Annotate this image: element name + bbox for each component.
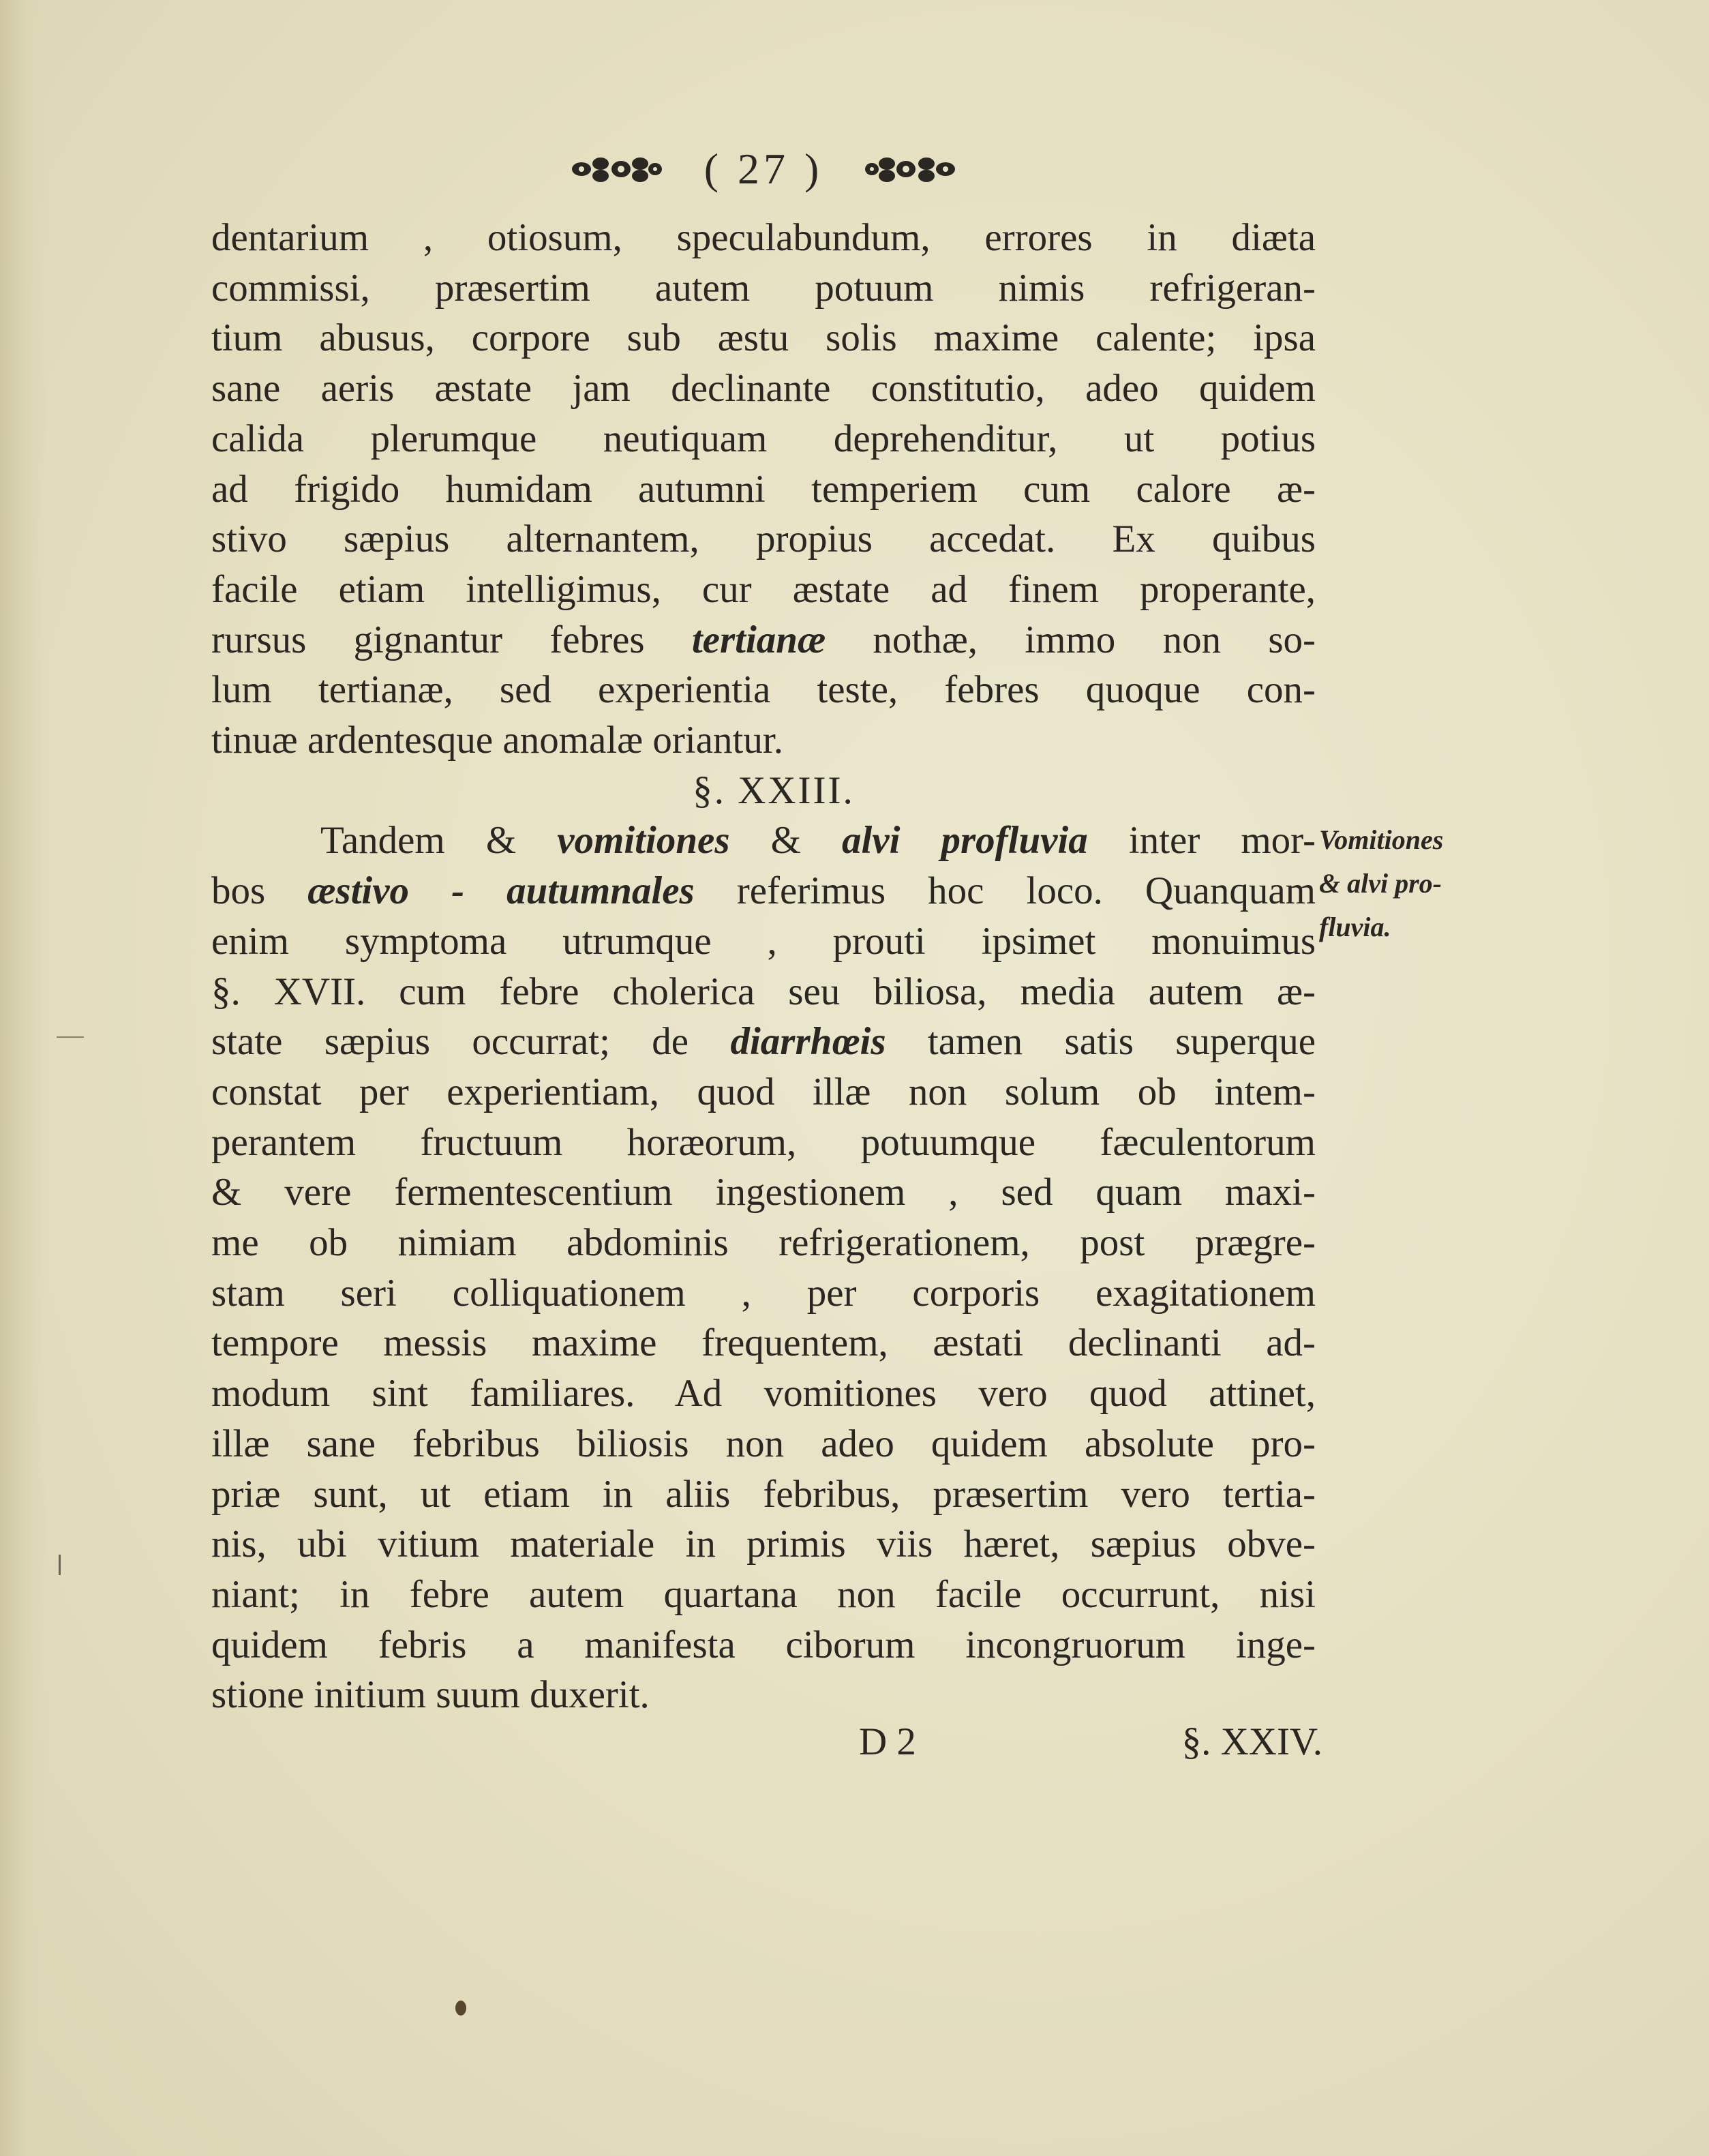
page-number: ( 27 ) [704, 145, 823, 193]
text-line: sane aeris æstate jam declinante constitutio, adeo quidem [211, 367, 1316, 410]
page-footer [859, 1720, 1322, 1774]
text-line: nis, ubi vitium materiale in primis viis hæret, sæpius obve- [211, 1523, 1316, 1566]
page-gutter [0, 0, 48, 2156]
text-line: ad frigido humidam autumni temperiem cum calore æ- [211, 467, 1316, 511]
text-line: commissi, præsertim autem potuum nimis refrigeran- [211, 266, 1316, 310]
text-line: tium abusus, corpore sub æstu solis maxime calente; ipsa [211, 316, 1316, 360]
text-line: stione initium suum duxerit. [211, 1673, 650, 1717]
text-line: bos æstivo - autumnales referimus hoc loco. Quanquam [211, 869, 1316, 913]
text-line: lum tertianæ, sed experientia teste, febres quoque con- [211, 668, 1316, 712]
text-line: niant; in febre autem quartana non facile occurrunt, nisi [211, 1572, 1316, 1616]
marginal-note [1319, 818, 1496, 949]
signature-mark: D 2 [859, 1720, 916, 1763]
italic-term: alvi profluvia [841, 819, 1088, 863]
italic-term: æstivo - autumnales [307, 869, 695, 913]
page-header [539, 142, 988, 196]
text-line: priæ sunt, ut etiam in aliis febribus, præsertim vero tertia- [211, 1472, 1316, 1516]
catchword: §. XXIV. [1181, 1720, 1322, 1763]
text-line: stam seri colliquationem , per corporis exagitationem [211, 1271, 1316, 1315]
floral-ornament-icon [864, 151, 959, 187]
text-line: illæ sane febribus biliosis non adeo quidem absolute pro- [211, 1422, 1316, 1465]
text-line: & vere fermentescentium ingestionem , sed quam maxi- [211, 1171, 1316, 1214]
text-line: stivo sæpius alternantem, propius accedat. Ex quibus [211, 518, 1316, 561]
text-line: rursus gignantur febres tertianæ nothæ, immo non so- [211, 618, 1316, 661]
marginal-note-line: Vomitiones [1319, 824, 1444, 855]
section-heading: §. XXIII. [693, 768, 855, 812]
ink-spot [455, 2001, 466, 2016]
text-line: tempore messis maxime frequentem, æstati declinanti ad- [211, 1321, 1316, 1365]
text-line: §. XVII. cum febre cholerica seu biliosa, media autem æ- [211, 970, 1316, 1013]
text-line: perantem fructuum horæorum, potuumque fæculentorum [211, 1120, 1316, 1164]
italic-term: tertianæ [691, 618, 826, 661]
marginal-note-line: & alvi pro- [1319, 868, 1442, 899]
marginal-note-line: fluvia. [1319, 912, 1391, 942]
text-line: Tandem & vomitiones & alvi profluvia inter mor- [320, 819, 1316, 863]
text-line: tinuæ ardentesque anomalæ oriantur. [211, 719, 783, 762]
floral-ornament-icon [568, 151, 663, 187]
text-line: constat per experientiam, quod illæ non solum ob intem- [211, 1070, 1316, 1113]
text-line: facile etiam intelligimus, cur æstate ad finem properante, [211, 567, 1316, 611]
italic-term: vomitiones [557, 819, 730, 863]
text-line: state sæpius occurrat; de diarrhœis tamen satis superque [211, 1020, 1316, 1064]
text-line: me ob nimiam abdominis refrigerationem, post prægre- [211, 1221, 1316, 1265]
italic-term: diarrhœis [730, 1020, 886, 1064]
main-text [211, 213, 1316, 1720]
margin-tick [59, 1555, 61, 1575]
text-line: quidem febris a manifesta ciborum incongruorum inge- [211, 1623, 1316, 1666]
fold-mark [57, 1036, 84, 1038]
text-line: modum sint familiares. Ad vomitiones vero quod attinet, [211, 1372, 1316, 1416]
text-line: calida plerumque neutiquam deprehenditur, ut potius [211, 417, 1316, 460]
text-line: enim symptoma utrumque , prouti ipsimet monuimus [211, 919, 1316, 963]
text-line: dentarium , otiosum, speculabundum, errores in diæta [211, 216, 1316, 259]
